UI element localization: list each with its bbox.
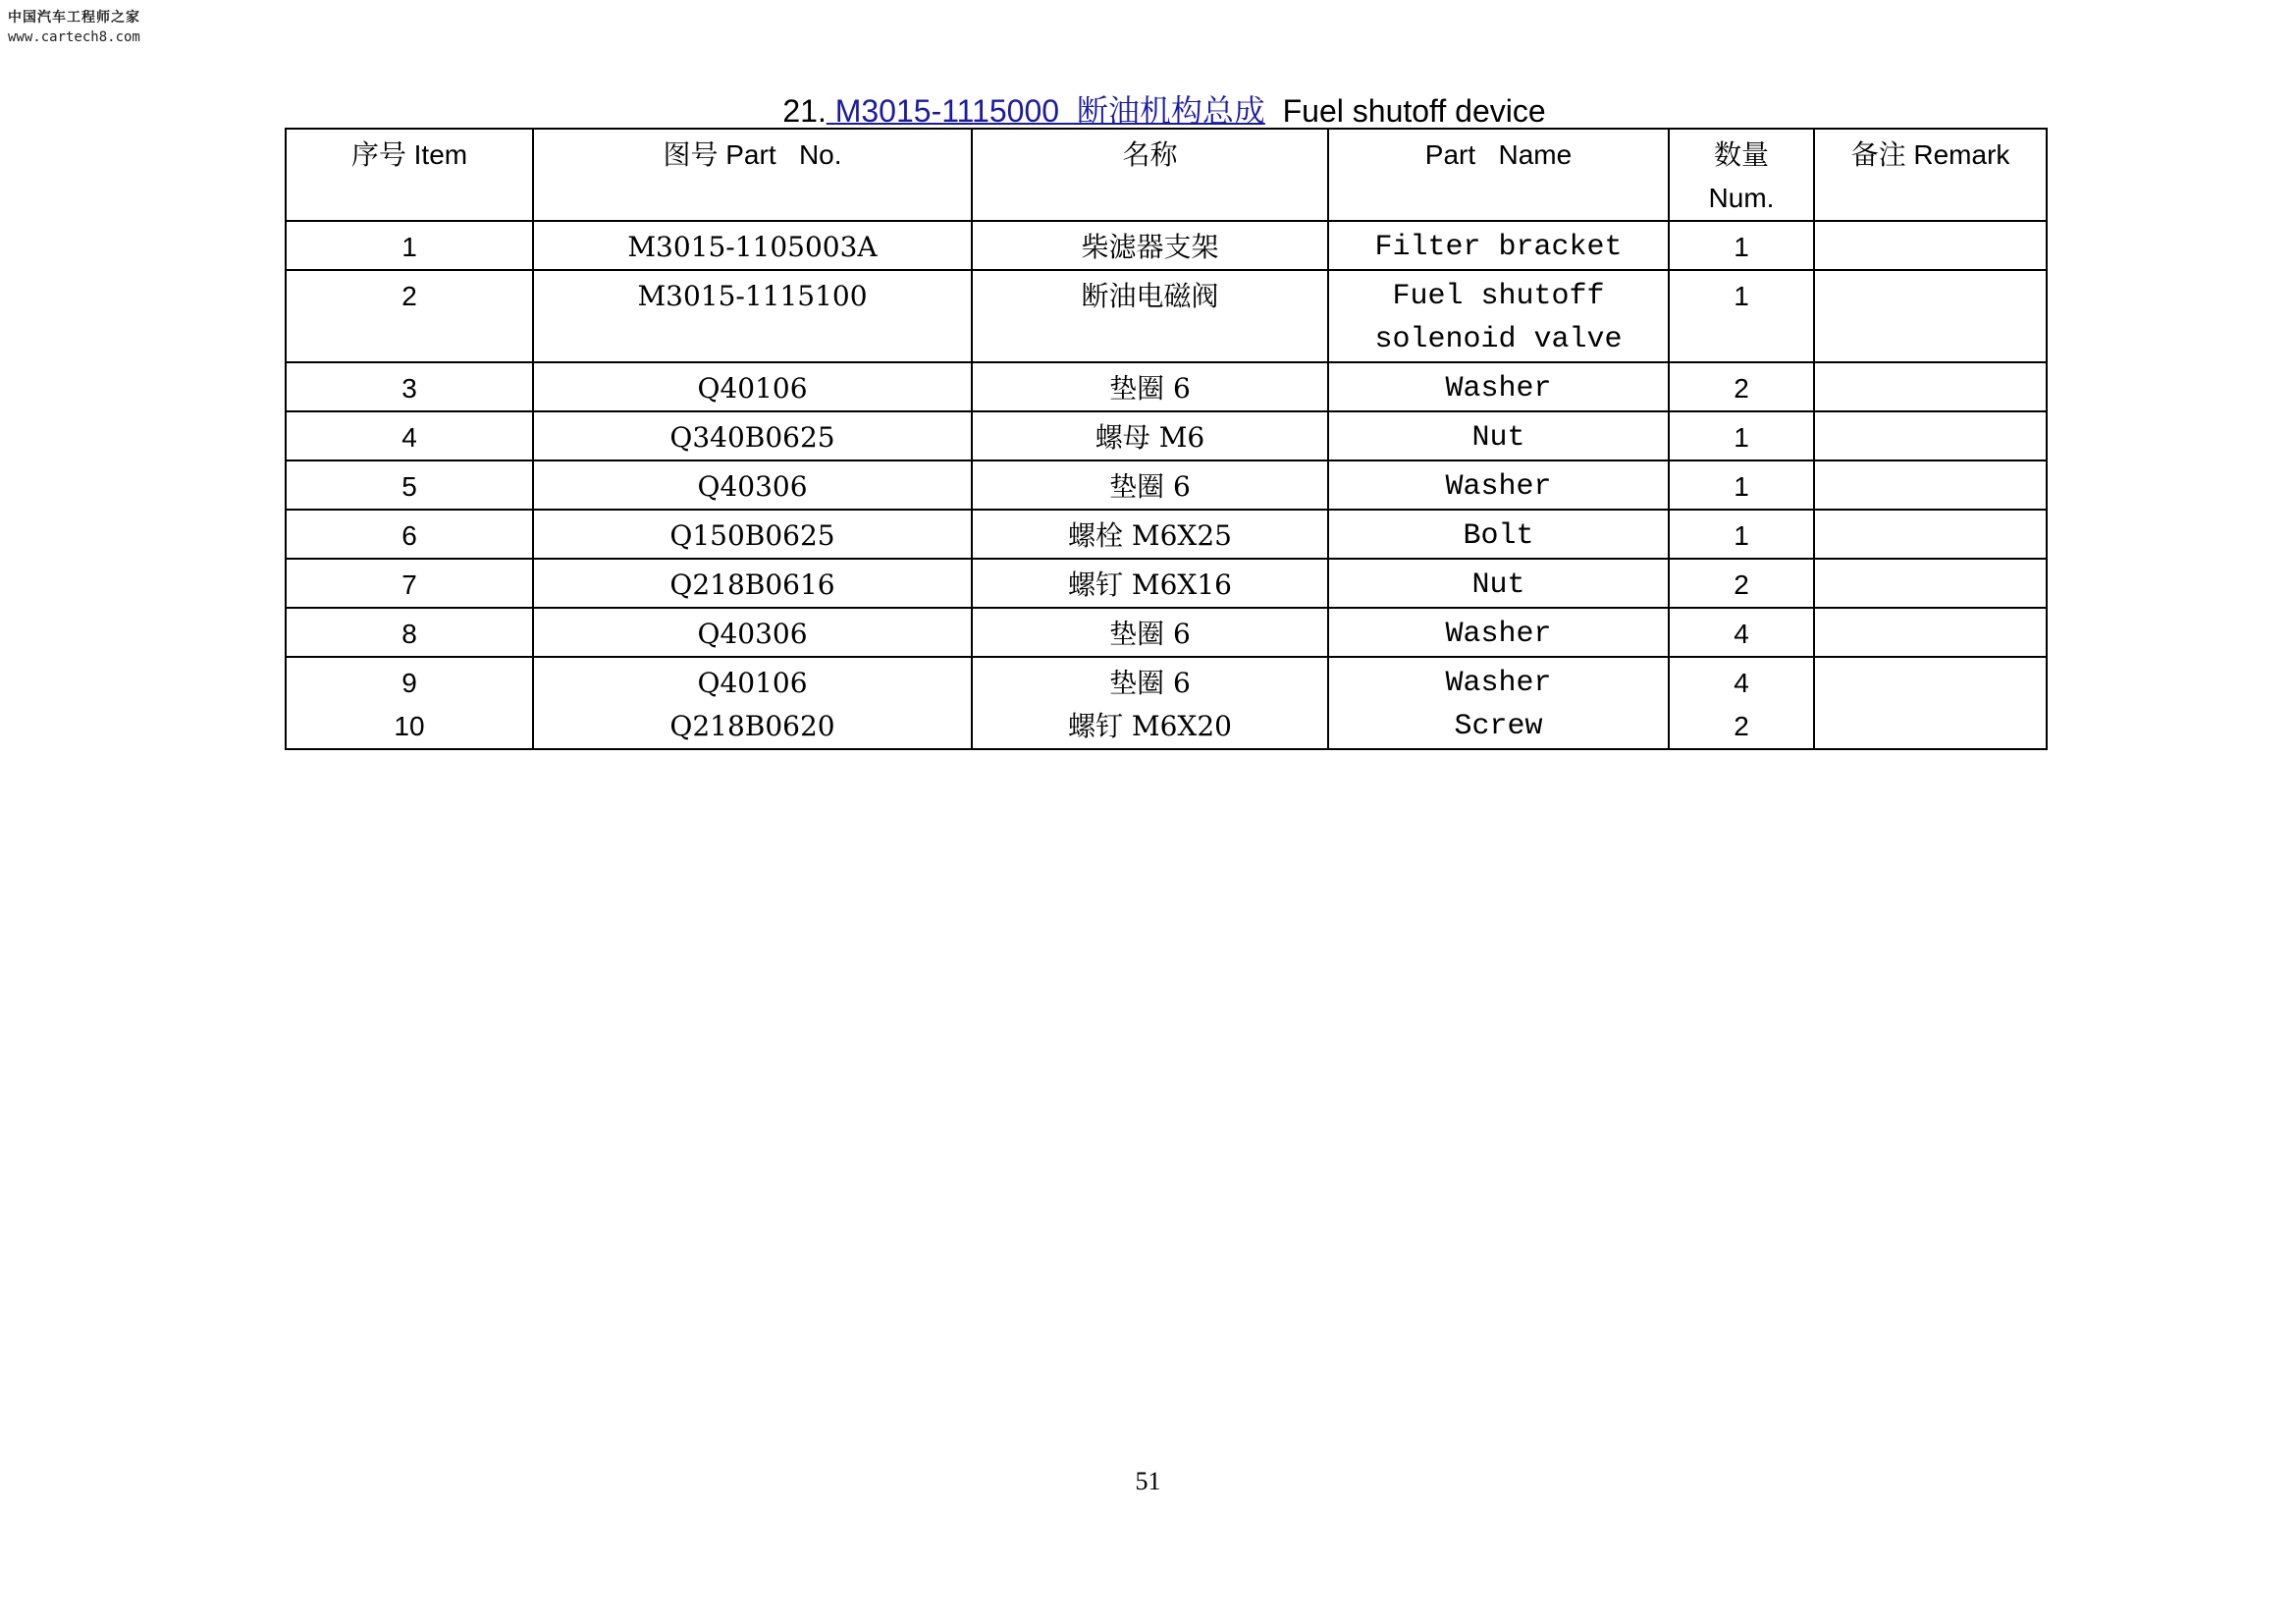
- cell-part-name: Nut: [1328, 559, 1669, 608]
- page-title: [285, 86, 2044, 132]
- cell-item: [286, 657, 533, 749]
- watermark: [8, 8, 140, 47]
- title-suffix: Fuel shutoff device: [1264, 93, 1546, 129]
- cell-part-no: Q40306: [533, 460, 972, 510]
- cell-num: 1: [1669, 510, 1814, 559]
- table-row: [286, 411, 2047, 460]
- cell-num: 2: [1669, 362, 1814, 411]
- cell-remark: [1814, 411, 2047, 460]
- table-row: [286, 608, 2047, 657]
- cell-item-a: 9: [401, 668, 417, 698]
- cell-part-name: [1328, 657, 1669, 749]
- cell-part-no: M3015-1115100: [533, 270, 972, 362]
- cell-part-no: Q340B0625: [533, 411, 972, 460]
- cell-remark: [1814, 460, 2047, 510]
- cell-num: 4: [1669, 608, 1814, 657]
- cell-part-no: Q218B0616: [533, 559, 972, 608]
- cell-part-name-a: Washer: [1445, 667, 1552, 700]
- cell-item: 3: [286, 362, 533, 411]
- cell-num: [1669, 657, 1814, 749]
- cell-num-b: 2: [1734, 711, 1749, 741]
- cell-name-cn: 螺母 M6: [972, 411, 1328, 460]
- cell-item: 2: [286, 270, 533, 362]
- cell-part-no-b: Q218B0620: [669, 710, 835, 742]
- cell-name-cn: 垫圈 6: [972, 460, 1328, 510]
- cell-remark: [1814, 221, 2047, 270]
- watermark-title: 中国汽车工程师之家: [8, 10, 140, 26]
- header-name-cn: 名称: [972, 129, 1328, 221]
- cell-item-b: 10: [394, 711, 425, 741]
- cell-part-name: Filter bracket: [1328, 221, 1669, 270]
- cell-name-cn: 断油电磁阀: [972, 270, 1328, 362]
- header-num-en: Num.: [1708, 183, 1775, 213]
- cell-name-cn-a: 垫圈 6: [1109, 667, 1191, 699]
- cell-part-name-line2: solenoid valve: [1374, 323, 1623, 356]
- cell-num: 1: [1669, 221, 1814, 270]
- cell-name-cn: 螺栓 M6X25: [972, 510, 1328, 559]
- watermark-url: www.cartech8.com: [8, 29, 140, 45]
- header-part-no: 图号 Part No.: [533, 129, 972, 221]
- cell-name-cn: 螺钉 M6X16: [972, 559, 1328, 608]
- cell-item: 5: [286, 460, 533, 510]
- cell-remark: [1814, 608, 2047, 657]
- page-number: 51: [1135, 1467, 1161, 1495]
- cell-part-name: Washer: [1328, 460, 1669, 510]
- table-row: [286, 460, 2047, 510]
- table-row: [286, 510, 2047, 559]
- table-row: [286, 657, 2047, 749]
- title-assembly-link[interactable]: M3015-1115000 断油机构总成: [826, 93, 1265, 129]
- cell-part-no-a: Q40106: [697, 667, 808, 699]
- cell-part-name-b: Screw: [1454, 710, 1543, 743]
- title-prefix: 21.: [782, 93, 827, 129]
- cell-name-cn-b: 螺钉 M6X20: [1068, 710, 1232, 742]
- cell-num: 1: [1669, 270, 1814, 362]
- cell-part-no: Q40106: [533, 362, 972, 411]
- cell-part-name: [1328, 270, 1669, 362]
- cell-part-name-line1: Fuel shutoff: [1392, 280, 1605, 313]
- table-header-row: [286, 129, 2047, 221]
- cell-part-no: Q40306: [533, 608, 972, 657]
- cell-name-cn: [972, 657, 1328, 749]
- cell-item: 7: [286, 559, 533, 608]
- cell-remark: [1814, 559, 2047, 608]
- cell-num-a: 4: [1734, 668, 1749, 698]
- cell-part-no: M3015-1105003A: [533, 221, 972, 270]
- cell-part-no: [533, 657, 972, 749]
- header-num: [1669, 129, 1814, 221]
- cell-item: 4: [286, 411, 533, 460]
- header-remark: 备注 Remark: [1814, 129, 2047, 221]
- table-row: [286, 270, 2047, 362]
- parts-table: [285, 128, 2048, 750]
- cell-name-cn: 垫圈 6: [972, 608, 1328, 657]
- header-num-cn: 数量: [1713, 139, 1769, 170]
- cell-part-name: Nut: [1328, 411, 1669, 460]
- cell-remark: [1814, 270, 2047, 362]
- cell-name-cn: 垫圈 6: [972, 362, 1328, 411]
- header-part-name: Part Name: [1328, 129, 1669, 221]
- cell-item: 6: [286, 510, 533, 559]
- cell-part-name: Washer: [1328, 362, 1669, 411]
- cell-remark: [1814, 362, 2047, 411]
- cell-part-no: Q150B0625: [533, 510, 972, 559]
- cell-part-name: Bolt: [1328, 510, 1669, 559]
- cell-num: 2: [1669, 559, 1814, 608]
- cell-remark: [1814, 510, 2047, 559]
- cell-item: 1: [286, 221, 533, 270]
- table-row: [286, 559, 2047, 608]
- cell-num: 1: [1669, 460, 1814, 510]
- cell-name-cn: 柴滤器支架: [972, 221, 1328, 270]
- cell-remark: [1814, 657, 2047, 749]
- cell-num: 1: [1669, 411, 1814, 460]
- cell-item: 8: [286, 608, 533, 657]
- table-row: [286, 221, 2047, 270]
- cell-part-name: Washer: [1328, 608, 1669, 657]
- header-item: 序号 Item: [286, 129, 533, 221]
- table-row: [286, 362, 2047, 411]
